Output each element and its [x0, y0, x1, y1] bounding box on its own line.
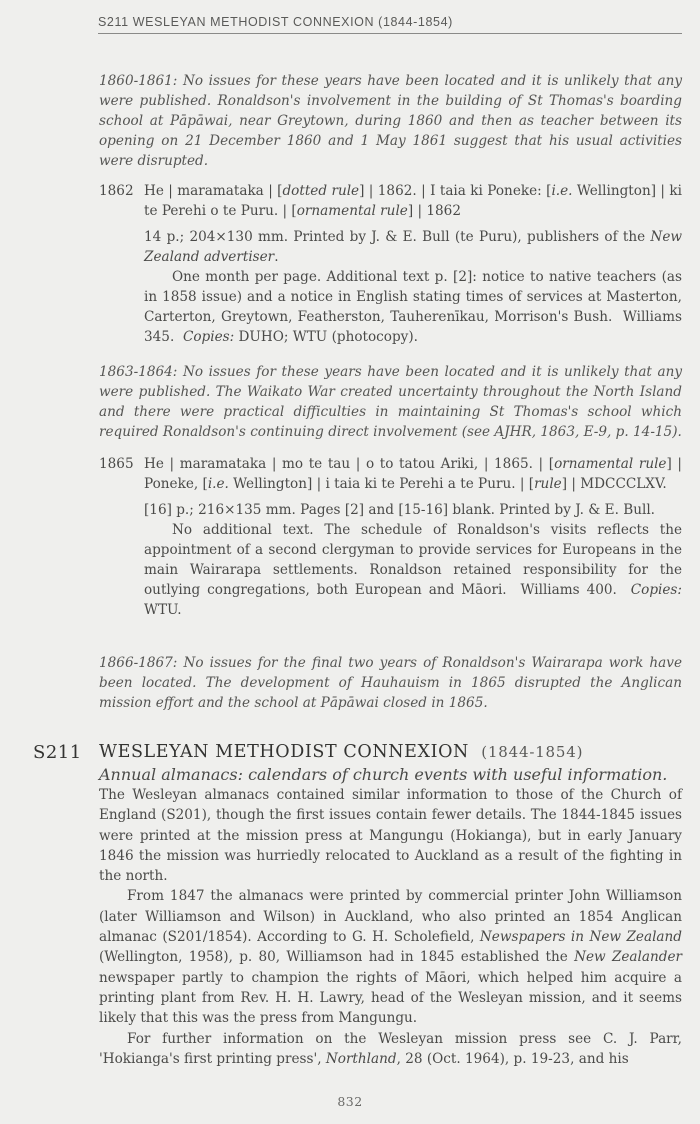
paragraph: [99, 886, 682, 1028]
title-text: Wellington] | ki te Perehi o te Puru. | [: [144, 183, 682, 219]
section-dates: (1844-1854): [481, 743, 584, 761]
title-ie: i.e.: [551, 183, 573, 199]
note-1860-1861: 1860-1861: No issues for these years have been located and it is unlikely that any were published. Ronaldson's involvement in the building of St Thomas's boarding school at Pāpāwai, near Greytown, during 1860 and then as teacher between its opening on 21 December 1860 and 1 May 1861 suggest that his usual activities were disrupted.: [99, 73, 682, 169]
entry-title: [144, 454, 682, 494]
section-heading: [99, 742, 682, 762]
title-rule-note: dotted rule: [282, 183, 360, 199]
copies-label: Copies:: [630, 582, 682, 598]
section-body: [99, 785, 682, 1069]
title-ie: i.e.: [207, 476, 229, 492]
physical-description: [144, 227, 682, 267]
journal-title: Northland: [325, 1050, 397, 1067]
newspaper-title: New Zealander: [574, 949, 682, 966]
section-subtitle: Annual almanacs: calendars of church events with useful information.: [99, 765, 668, 784]
phys-text: 14 p.; 204×130 mm. Printed by J. & E. Bull (te Puru), publishers of the: [144, 229, 651, 245]
title-text: ] | 1862: [407, 203, 461, 219]
title-rule-note: rule: [534, 476, 562, 492]
para-text: For further information on the Wesleyan mission press see C. J. Parr, 'Hokianga's first printing press',: [99, 1030, 682, 1067]
page-number: 832: [337, 1094, 363, 1109]
entry-year: 1862: [99, 183, 134, 199]
para-text: From 1847 the almanacs were printed by commercial printer John Williamson (later Williamson and Wilson) in Auckland, who also printed an 1854 Anglican almanac (S201/1854). According to G. H. Scholefield,: [99, 888, 682, 946]
entry-1862: [99, 181, 682, 347]
running-head: S211 WESLEYAN METHODIST CONNEXION (1844-1854): [98, 15, 682, 34]
entry-description: [144, 500, 682, 620]
entry-notes: [144, 520, 682, 620]
copies-value: WTU.: [144, 602, 182, 618]
copies-value: DUHO; WTU (photocopy).: [238, 329, 418, 345]
para-text: newspaper partly to champion the rights of Māori, which helped him acquire a printing plant from Rev. H. H. Lawry, head of the Wesleyan mission, and it seems likely that this was the press from Mangungu.: [99, 969, 682, 1027]
notes-text: No additional text. The schedule of Ronaldson's visits reflects the appointment of a second clergyman to provide services for Europeans in the main Wairarapa settlements. Ronaldson retained responsibility for the outlying congregations, both European and Māori.: [144, 522, 682, 598]
williams-ref: Williams 345.: [144, 309, 682, 345]
title-rule-note: ornamental rule: [296, 203, 408, 219]
williams-ref: Williams 400.: [520, 582, 617, 598]
section-s211: [33, 742, 682, 1069]
newspaper-title: New Zealand advertiser: [144, 229, 682, 265]
entry-year: 1865: [99, 456, 134, 472]
copies-label: Copies:: [182, 329, 235, 345]
para-text: (Wellington, 1958), p. 80, Williamson had in 1845 established the: [99, 949, 575, 966]
book-title: Newspapers in New Zealand: [479, 929, 682, 946]
phys-text: .: [274, 249, 279, 265]
entry-1865: [99, 454, 682, 620]
entry-title: [144, 181, 682, 221]
physical-description: [16] p.; 216×135 mm. Pages [2] and [15-16] blank. Printed by J. & E. Bull.: [144, 502, 655, 518]
title-text: He | maramataka | [: [144, 183, 283, 199]
entry-description: [144, 227, 682, 347]
section-title: WESLEYAN METHODIST CONNEXION: [99, 742, 469, 762]
title-text: ] | 1862. | I taia ki Poneke: [: [359, 183, 552, 199]
title-text: ] | MDCCCLXV.: [561, 476, 667, 492]
title-text: He | maramataka | mo te tau | o to tatou Ariki, | 1865. | [: [144, 456, 555, 472]
paragraph: [99, 1029, 682, 1070]
para-text: , 28 (Oct. 1964), p. 19-23, and his: [396, 1050, 629, 1067]
title-text: ] | Poneke, [: [144, 456, 682, 492]
title-rule-note: ornamental rule: [554, 456, 667, 472]
entry-notes: [144, 267, 682, 347]
note-1866-1867: 1866-1867: No issues for the final two years of Ronaldson's Wairarapa work have been located. The development of Hauhauism in 1865 disrupted the Anglican mission effort and the school at Pāpāwai closed in 1865.: [99, 655, 682, 711]
notes-text: One month per page. Additional text p. [2]: notice to native teachers (as in 1858 issue) and a notice in English stating times of services at Masterton, Carterton, Greytown, Featherston, Tauherenīkau, Morrison's Bush.: [144, 269, 682, 325]
section-number: S211: [33, 742, 82, 763]
paragraph: The Wesleyan almanacs contained similar information to those of the Church of England (S201), though the first issues contain fewer details. The 1844-1845 issues were printed at the mission press at Mangungu (Hokianga), but in early January 1846 the mission was hurriedly relocated to Auckland as a result of the fighting in the north.: [99, 787, 682, 885]
note-1863-1864: 1863-1864: No issues for these years have been located and it is unlikely that any were published. The Waikato War created uncertainty throughout the North Island and there were practical difficulties in maintaining St Thomas's school which required Ronaldson's continuing direct involvement (see AJHR, 1863, E-9, p. 14-15).: [99, 364, 682, 440]
title-text: Wellington] | i taia ki te Perehi a te Puru. | [: [228, 476, 535, 492]
